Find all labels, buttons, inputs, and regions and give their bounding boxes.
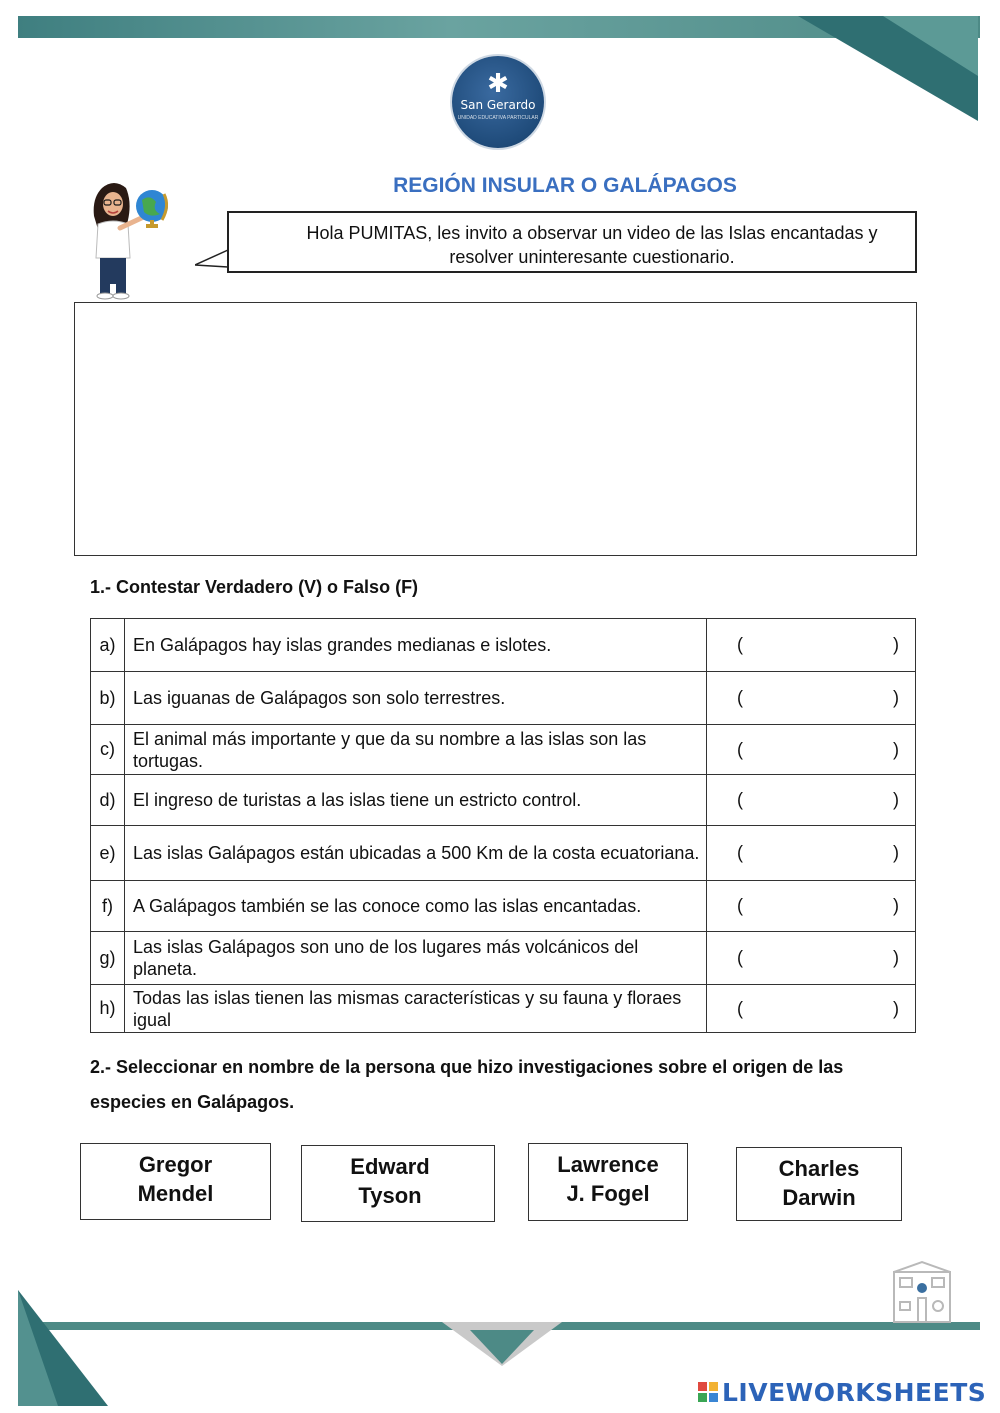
option-line-2: Mendel [137, 1181, 214, 1206]
item-letter: d) [91, 775, 125, 826]
item-letter: c) [91, 725, 125, 775]
item-letter: a) [91, 619, 125, 672]
item-statement: Las islas Galápagos están ubicadas a 500 Km de la costa ecuatoriana. [125, 826, 707, 881]
intro-line-2: resolver uninteresante cuestionario. [449, 247, 735, 267]
video-embed[interactable] [74, 302, 917, 556]
close-paren: ) [893, 842, 899, 863]
open-paren: ( [737, 842, 743, 863]
section-1-heading: 1.- Contestar Verdadero (V) o Falso (F) [90, 577, 419, 597]
item-statement: A Galápagos también se las conoce como las islas encantadas. [125, 881, 707, 932]
close-paren: ) [893, 947, 899, 968]
close-paren: ) [893, 789, 899, 810]
school-logo [452, 56, 544, 148]
close-paren: ) [893, 895, 899, 916]
option-line-1: Charles [778, 1156, 860, 1181]
item-statement: En Galápagos hay islas grandes medianas e islotes. [125, 619, 707, 672]
item-letter: e) [91, 826, 125, 881]
brand-name: LIVEWORKSHEETS [722, 1377, 987, 1407]
item-statement: El animal más importante y que da su nombre a las islas son las tortugas. [125, 725, 707, 775]
option-line-2: Darwin [782, 1185, 856, 1210]
open-paren: ( [737, 739, 743, 759]
option-lawrence-fogel[interactable] [528, 1143, 688, 1221]
open-paren: ( [737, 687, 743, 708]
close-paren: ) [893, 687, 899, 708]
school-building-icon [890, 1258, 954, 1324]
close-paren: ) [893, 634, 899, 655]
answer-field[interactable] [707, 775, 916, 826]
open-paren: ( [737, 947, 743, 968]
open-paren: ( [737, 634, 743, 655]
option-line-1: Gregor [138, 1152, 213, 1177]
table-row [91, 881, 916, 932]
true-false-table [90, 618, 916, 1033]
logo-subtitle: UNIDAD EDUCATIVA PARTICULAR [457, 115, 539, 121]
table-row [91, 672, 916, 725]
intro-line-1: Hola PUMITAS, les invito a observar un video de las Islas encantadas y [306, 223, 878, 243]
answer-field[interactable] [707, 932, 916, 985]
answer-field[interactable] [707, 985, 916, 1033]
page-title: REGIÓN INSULAR O GALÁPAGOS [393, 174, 737, 197]
close-paren: ) [893, 998, 899, 1018]
open-paren: ( [737, 998, 743, 1018]
item-letter: f) [91, 881, 125, 932]
table-row [91, 932, 916, 985]
option-line-2: Tyson [358, 1183, 422, 1208]
option-line-2: J. Fogel [566, 1181, 650, 1206]
option-line-1: Lawrence [557, 1152, 659, 1177]
option-charles-darwin[interactable] [736, 1147, 902, 1221]
close-paren: ) [893, 739, 899, 759]
section-2-heading: 2.- Seleccionar en nombre de la persona que hizo investigaciones sobre el origen de las especies en Galápagos. [90, 1057, 844, 1112]
open-paren: ( [737, 895, 743, 916]
table-row [91, 985, 916, 1033]
table-row [91, 725, 916, 775]
table-row [91, 826, 916, 881]
item-letter: g) [91, 932, 125, 985]
item-statement: Las iguanas de Galápagos son solo terrestres. [125, 672, 707, 725]
item-statement: Todas las islas tienen las mismas características y su fauna y floraes igual [125, 985, 707, 1033]
answer-field[interactable] [707, 881, 916, 932]
option-gregor-mendel[interactable] [80, 1143, 271, 1220]
answer-field[interactable] [707, 672, 916, 725]
table-row [91, 619, 916, 672]
header-corner-accent [883, 16, 978, 76]
item-letter: h) [91, 985, 125, 1033]
option-edward-tyson[interactable] [301, 1145, 495, 1222]
speech-bubble [227, 211, 917, 273]
open-paren: ( [737, 789, 743, 810]
answer-field[interactable] [707, 725, 916, 775]
logo-name: San Gerardo [460, 98, 536, 112]
answer-field[interactable] [707, 619, 916, 672]
brand-mark-icon [698, 1382, 718, 1402]
teacher-avatar-icon [80, 180, 180, 300]
answer-field[interactable] [707, 826, 916, 881]
logo-star-icon: ✱ [487, 68, 509, 98]
option-line-1: Edward [350, 1154, 430, 1179]
liveworksheets-logo [698, 1377, 986, 1407]
item-letter: b) [91, 672, 125, 725]
item-statement: El ingreso de turistas a las islas tiene un estricto control. [125, 775, 707, 826]
table-row [91, 775, 916, 826]
footer-center-accent [470, 1330, 534, 1364]
item-statement: Las islas Galápagos son uno de los lugares más volcánicos del planeta. [125, 932, 707, 985]
footer-corner-accent [18, 1290, 58, 1406]
